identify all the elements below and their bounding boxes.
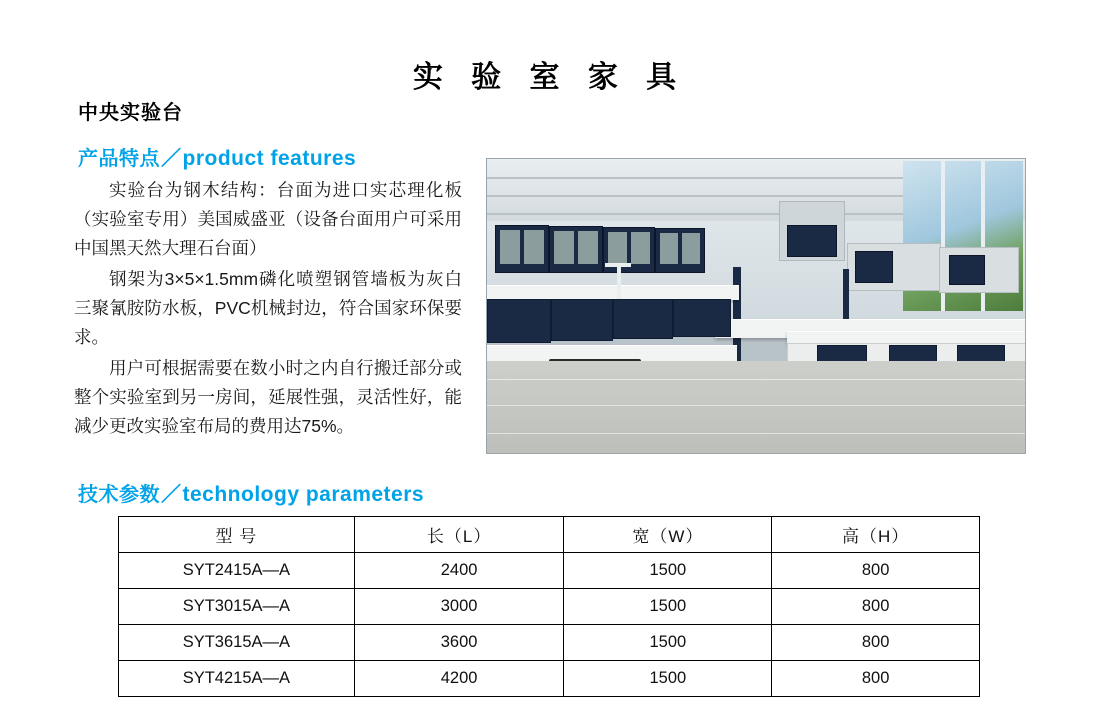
specification-table	[118, 516, 980, 697]
photo-cabinet-glass	[660, 233, 678, 264]
photo-island-cabinet	[787, 225, 837, 257]
photo-floor-line	[487, 405, 1026, 406]
photo-floor	[487, 361, 1025, 453]
table-row	[119, 625, 980, 661]
technology-parameters-heading-separator: ／	[161, 484, 182, 506]
photo-countertop	[487, 285, 739, 300]
technology-parameters-heading-cn: 技术参数	[78, 484, 160, 506]
photo-floor-line	[487, 433, 1026, 434]
photo-island-cabinet	[949, 255, 985, 285]
cell-length: 2400	[354, 553, 564, 589]
laboratory-bench-photo	[486, 158, 1026, 454]
technology-parameters-heading	[78, 478, 424, 507]
cell-model: SYT3015A—A	[119, 589, 355, 625]
cell-model: SYT3615A—A	[119, 625, 355, 661]
photo-base-cabinet	[613, 299, 673, 339]
photo-cabinet-glass	[554, 231, 574, 264]
product-features-heading-separator: ／	[161, 148, 182, 170]
cell-model: SYT2415A—A	[119, 553, 355, 589]
product-features-heading	[78, 142, 356, 171]
product-features-heading-en: product features	[182, 147, 357, 170]
feature-paragraph: 实验台为钢木结构：台面为进口实芯理化板（实验室专用）美国威盛亚（设备台面用户可采用中国黑天然大理石台面）	[74, 180, 462, 258]
section-title: 中央实验台	[78, 102, 183, 124]
photo-cabinet-glass	[682, 233, 700, 264]
cell-height: 800	[772, 589, 980, 625]
photo-upper-cabinet	[549, 226, 603, 273]
technology-parameters-heading-en: technology parameters	[182, 483, 425, 506]
cell-width: 1500	[564, 589, 772, 625]
cell-height: 800	[772, 625, 980, 661]
photo-base-cabinet	[673, 299, 731, 337]
product-features-text	[74, 176, 462, 443]
photo-island-cabinet	[855, 251, 893, 283]
cell-width: 1500	[564, 553, 772, 589]
column-header-height: 高（H）	[772, 517, 980, 553]
cell-length: 3600	[354, 625, 564, 661]
column-header-model: 型 号	[119, 517, 355, 553]
cell-model: SYT4215A—A	[119, 661, 355, 697]
photo-cabinet-glass	[578, 231, 598, 264]
cell-width: 1500	[564, 625, 772, 661]
photo-upper-cabinet	[655, 228, 705, 273]
photo-cabinet-glass	[500, 230, 520, 264]
table-header-row	[119, 517, 980, 553]
cell-length: 4200	[354, 661, 564, 697]
photo-base-cabinet	[487, 299, 551, 343]
photo-base-cabinet	[551, 299, 613, 341]
photo-upper-cabinet	[495, 225, 549, 273]
cell-length: 3000	[354, 589, 564, 625]
table-row	[119, 661, 980, 697]
table-row	[119, 553, 980, 589]
column-header-length: 长（L）	[354, 517, 564, 553]
photo-cabinet-glass	[631, 232, 650, 264]
column-header-width: 宽（W）	[564, 517, 772, 553]
cell-height: 800	[772, 661, 980, 697]
photo-ceiling-line	[487, 177, 957, 179]
photo-cabinet-glass	[608, 232, 627, 264]
product-features-heading-cn: 产品特点	[78, 148, 160, 170]
page-title: 实 验 室 家 具	[412, 61, 687, 94]
photo-cabinet-glass	[524, 230, 544, 264]
feature-paragraph: 钢架为3×5×1.5mm磷化喷塑钢管墙板为灰白三聚氰胺防水板，PVC机械封边，符合国家环保要求。	[74, 269, 462, 347]
cell-width: 1500	[564, 661, 772, 697]
table-row	[119, 589, 980, 625]
photo-ceiling-line	[487, 195, 957, 197]
feature-paragraph: 用户可根据需要在数小时之内自行搬迁部分或整个实验室到另一房间，延展性强，灵活性好，能减少更改实验室布局的费用达75%。	[74, 358, 462, 436]
photo-faucet-arm	[605, 263, 631, 267]
cell-height: 800	[772, 553, 980, 589]
photo-ceiling-line	[487, 213, 957, 215]
photo-floor-line	[487, 379, 1026, 380]
